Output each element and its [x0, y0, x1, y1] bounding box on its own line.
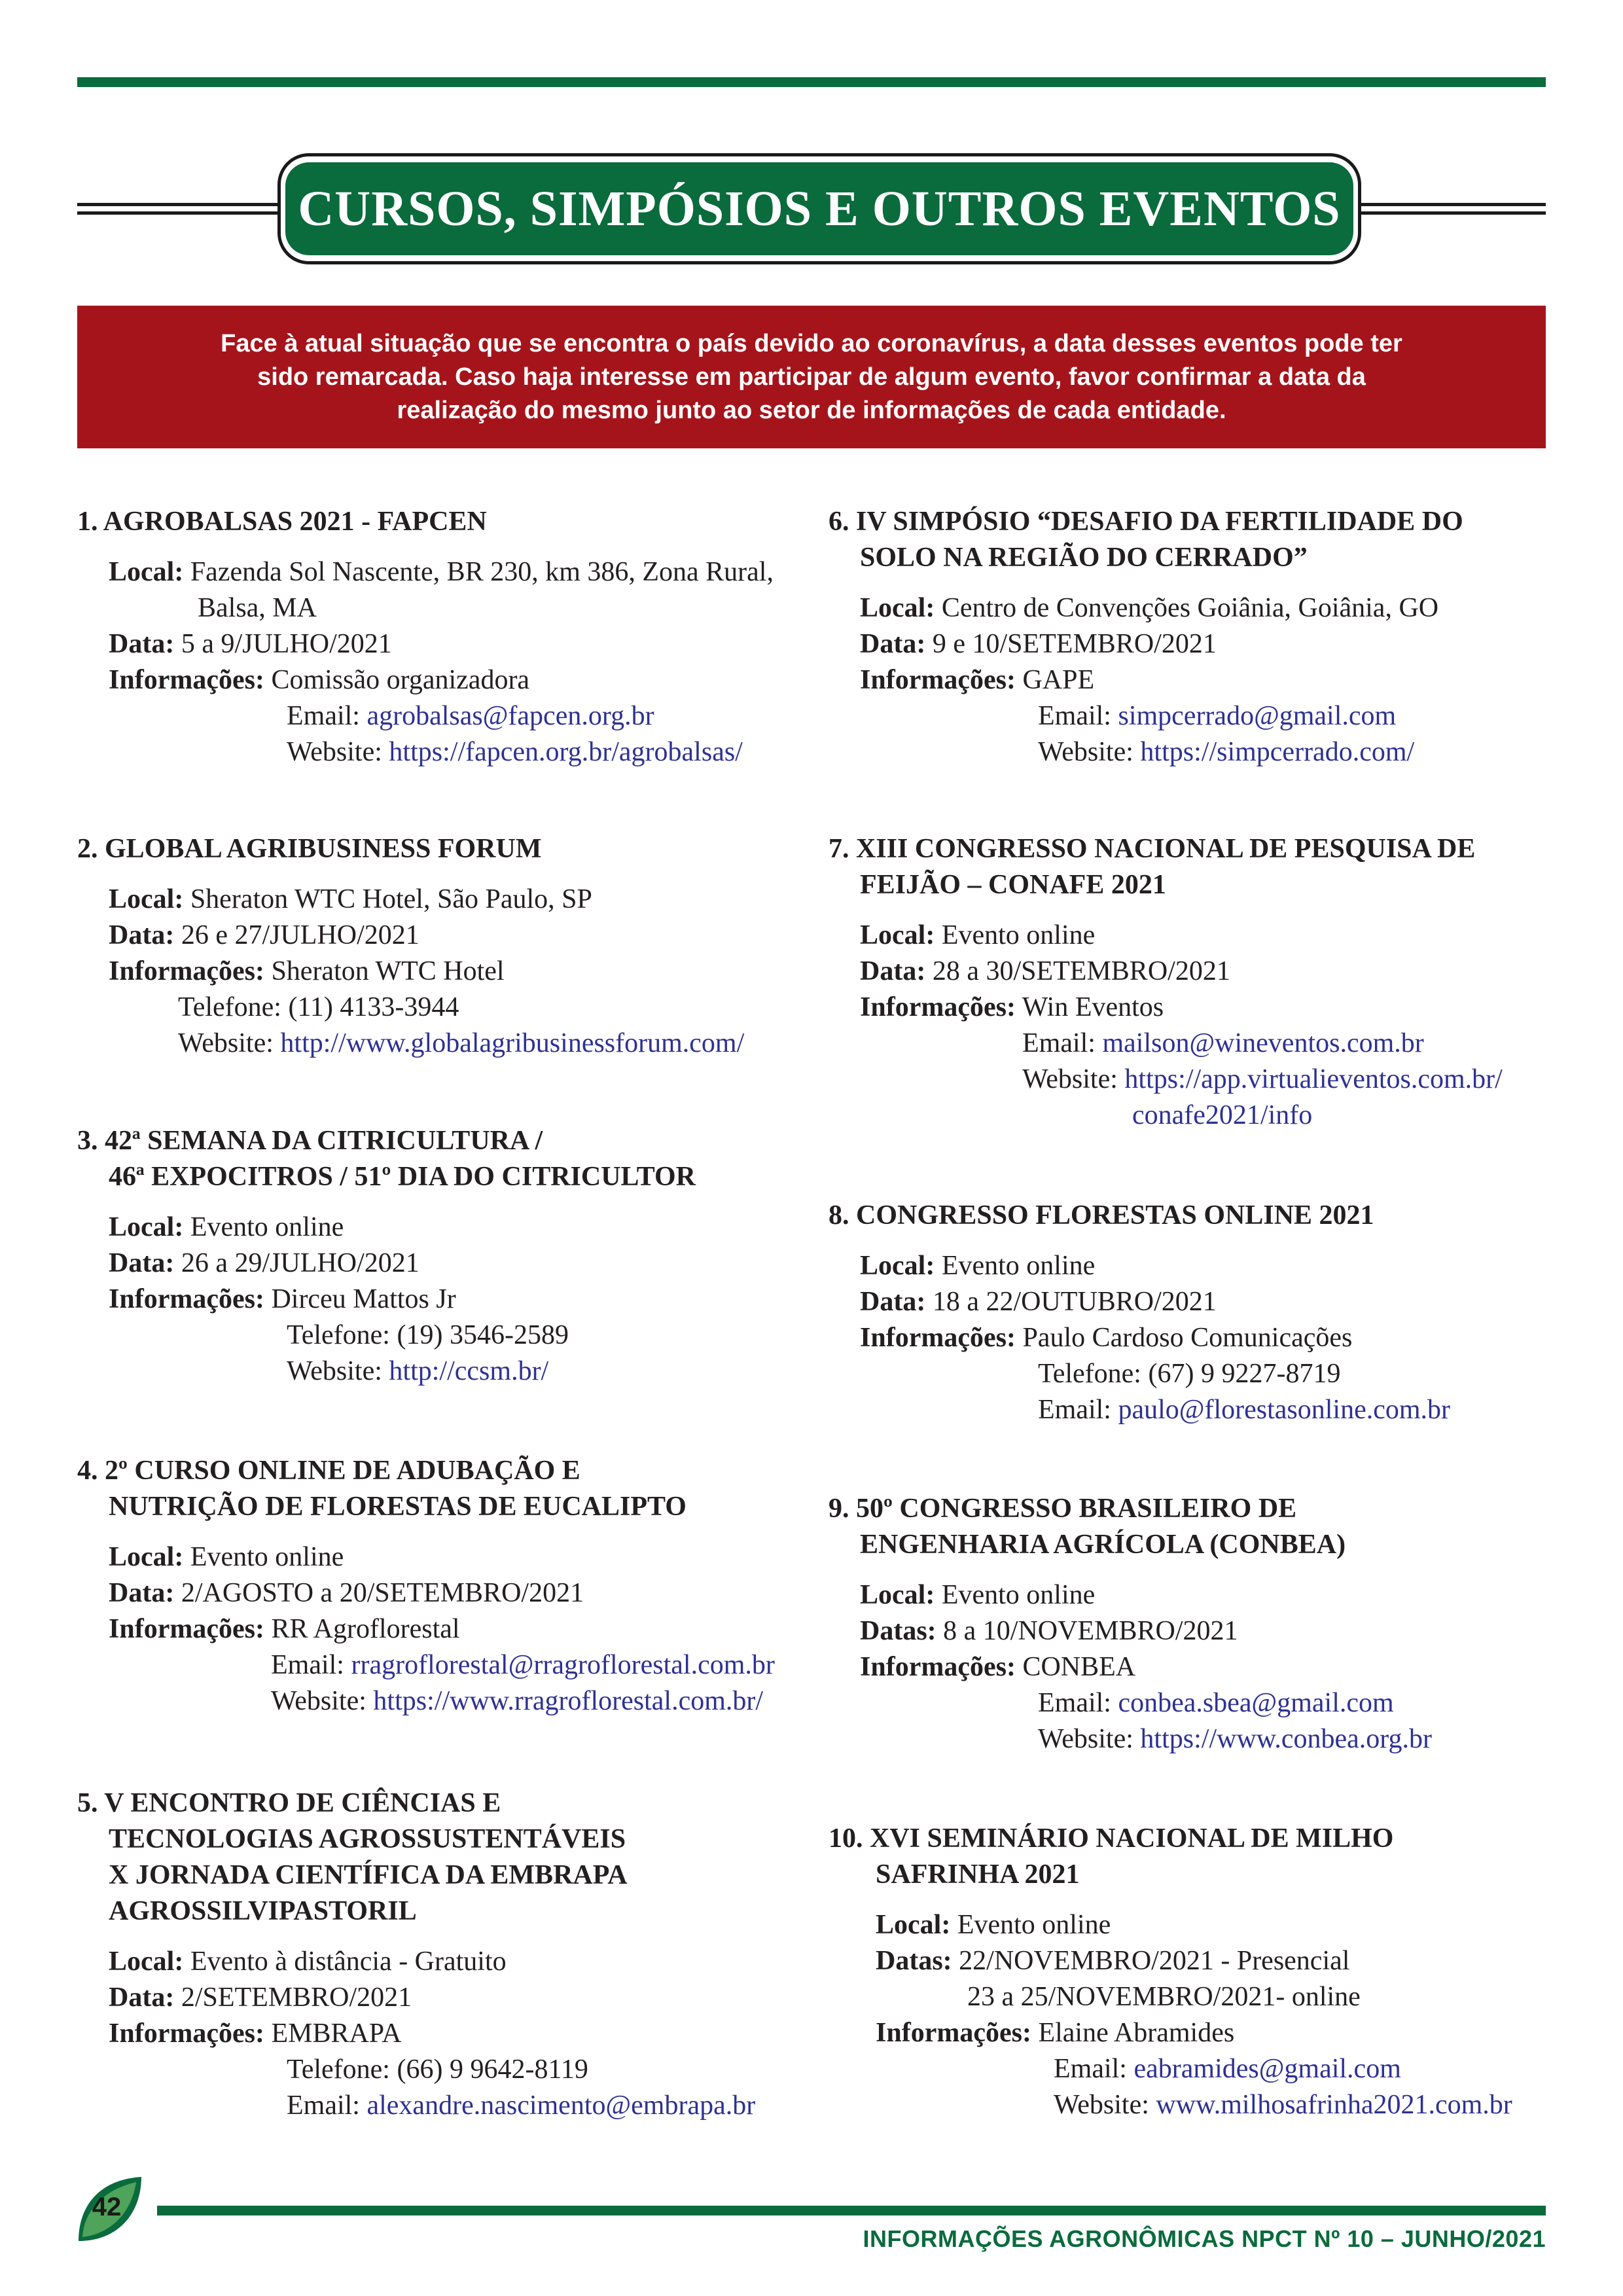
email-link[interactable]: simpcerrado@gmail.com	[1118, 701, 1397, 731]
website-label: Website:	[1038, 737, 1133, 767]
website-label: Website:	[271, 1686, 366, 1716]
notice-text	[196, 327, 1427, 427]
phone-label: Telefone:	[1038, 1359, 1141, 1389]
date-label: Datas:	[876, 1946, 952, 1976]
event-details	[77, 882, 810, 1062]
phone-value: (67) 9 9227-8719	[1148, 1359, 1341, 1389]
event-details	[77, 1539, 810, 1719]
email-link[interactable]: mailson@wineventos.com.br	[1102, 1028, 1424, 1058]
date-value: 26 e 27/JULHO/2021	[181, 920, 419, 950]
date-value: 2/SETEMBRO/2021	[181, 1982, 412, 2013]
local-value: Evento online	[941, 920, 1096, 950]
website-link[interactable]: https://www.conbea.org.br	[1140, 1724, 1433, 1754]
email-label: Email:	[1038, 1395, 1111, 1425]
local-value: Evento online	[957, 1910, 1111, 1940]
website-label: Website:	[287, 1356, 382, 1386]
notice-line: realização do mesmo junto ao setor de informações de cada entidade.	[397, 396, 1226, 424]
email-label: Email:	[1054, 2054, 1127, 2084]
date-value: 9 e 10/SETEMBRO/2021	[932, 629, 1217, 659]
local-label: Local:	[109, 1542, 184, 1572]
event-4	[77, 1453, 810, 1719]
footer-rule	[157, 2206, 1546, 2215]
local-value-cont: Balsa, MA	[198, 593, 317, 623]
event-title: 8. CONGRESSO FLORESTAS ONLINE 2021	[829, 1200, 1374, 1230]
website-link[interactable]: http://ccsm.br/	[389, 1356, 549, 1386]
event-title-line: SOLO NA REGIÃO DO CERRADO”	[860, 543, 1308, 573]
event-title-line: TECNOLOGIAS AGROSSUSTENTÁVEIS	[109, 1824, 626, 1854]
event-title-line: 6. IV SIMPÓSIO “DESAFIO DA FERTILIDADE DO	[829, 507, 1463, 537]
local-value: Evento online	[190, 1542, 344, 1572]
date-label: Data:	[109, 1982, 175, 2013]
notice-line: sido remarcada. Caso haja interesse em participar de algum evento, favor confirmar a data da	[257, 363, 1366, 391]
info-value: Comissão organizadora	[271, 665, 530, 695]
local-value: Evento à distância - Gratuito	[190, 1946, 507, 1977]
event-title	[829, 1491, 1548, 1563]
event-title-line: 3. 42ª SEMANA DA CITRICULTURA /	[77, 1126, 543, 1156]
event-details	[77, 1944, 810, 2124]
event-title-line: ENGENHARIA AGRÍCOLA (CONBEA)	[860, 1530, 1346, 1560]
event-title	[77, 1123, 810, 1195]
date-value: 5 a 9/JULHO/2021	[181, 629, 392, 659]
email-link[interactable]: rragroflorestal@rragroflorestal.com.br	[351, 1650, 775, 1680]
event-title-line: 46ª EXPOCITROS / 51º DIA DO CITRICULTOR	[109, 1162, 696, 1192]
info-label: Informações:	[109, 1284, 264, 1314]
website-label: Website:	[1022, 1064, 1118, 1094]
date-label: Data:	[109, 629, 175, 659]
event-title-line: AGROSSILVIPASTORIL	[109, 1896, 417, 1926]
event-5	[77, 1785, 810, 2124]
website-link[interactable]: www.milhosafrinha2021.com.br	[1156, 2090, 1512, 2120]
event-title: 2. GLOBAL AGRIBUSINESS FORUM	[77, 834, 542, 864]
event-details	[829, 1907, 1548, 2123]
event-title-line: X JORNADA CIENTÍFICA DA EMBRAPA	[109, 1860, 628, 1890]
event-title	[829, 1821, 1548, 1893]
info-value: EMBRAPA	[271, 2018, 402, 2049]
email-link[interactable]: conbea.sbea@gmail.com	[1118, 1688, 1394, 1718]
local-value: Sheraton WTC Hotel, São Paulo, SP	[190, 884, 592, 914]
email-label: Email:	[271, 1650, 344, 1680]
event-title	[77, 1785, 810, 1929]
phone-value: (19) 3546-2589	[397, 1320, 569, 1350]
top-rule	[77, 77, 1546, 87]
email-link[interactable]: paulo@florestasonline.com.br	[1118, 1395, 1451, 1425]
website-label: Website:	[1054, 2090, 1149, 2120]
info-label: Informações:	[109, 1614, 264, 1644]
local-value: Fazenda Sol Nascente, BR 230, km 386, Zona Rural,	[190, 557, 774, 587]
page-number: 42	[92, 2193, 122, 2221]
event-10	[829, 1821, 1548, 2123]
local-value: Evento online	[941, 1251, 1096, 1281]
local-label: Local:	[109, 1212, 184, 1242]
info-value: Elaine Abramides	[1038, 2018, 1235, 2048]
website-link[interactable]: https://fapcen.org.br/agrobalsas/	[389, 737, 743, 767]
date-value: 18 a 22/OUTUBRO/2021	[932, 1287, 1217, 1317]
info-value: RR Agroflorestal	[271, 1614, 460, 1644]
event-1	[77, 504, 810, 770]
local-label: Local:	[860, 1251, 935, 1281]
date-label: Datas:	[860, 1616, 936, 1646]
event-2	[77, 831, 810, 1062]
email-link[interactable]: eabramides@gmail.com	[1133, 2054, 1401, 2084]
event-title	[77, 1453, 810, 1525]
date-value: 2/AGOSTO a 20/SETEMBRO/2021	[181, 1578, 584, 1608]
title-rule-right	[1356, 203, 1546, 216]
email-label: Email:	[1038, 701, 1111, 731]
date-value: 26 a 29/JULHO/2021	[181, 1248, 419, 1278]
event-title-line: 7. XIII CONGRESSO NACIONAL DE PESQUISA DE	[829, 834, 1476, 864]
local-value: Evento online	[190, 1212, 344, 1242]
website-link[interactable]: http://www.globalagribusinessforum.com/	[280, 1028, 745, 1058]
local-label: Local:	[109, 1946, 184, 1977]
phone-value: (11) 4133-3944	[288, 992, 459, 1022]
date-label: Data:	[109, 920, 175, 950]
event-6	[829, 504, 1548, 770]
local-label: Local:	[860, 1580, 935, 1610]
info-value: CONBEA	[1022, 1652, 1136, 1682]
event-9	[829, 1491, 1548, 1757]
event-3	[77, 1123, 810, 1390]
date-value: 8 a 10/NOVEMBRO/2021	[943, 1616, 1238, 1646]
date-label: Data:	[109, 1578, 175, 1608]
event-title-line: 10. XVI SEMINÁRIO NACIONAL DE MILHO	[829, 1823, 1394, 1854]
event-title-line: 5. V ENCONTRO DE CIÊNCIAS E	[77, 1788, 501, 1818]
event-7	[829, 831, 1548, 1134]
local-label: Local:	[876, 1910, 951, 1940]
event-details	[77, 554, 810, 770]
event-title-line: SAFRINHA 2021	[876, 1859, 1080, 1890]
local-label: Local:	[860, 920, 935, 950]
email-label: Email:	[1022, 1028, 1096, 1058]
event-title-line: FEIJÃO – CONAFE 2021	[860, 870, 1166, 900]
date-label: Data:	[860, 956, 926, 986]
date-value: 22/NOVEMBRO/2021 - Presencial	[959, 1946, 1350, 1976]
event-8	[829, 1198, 1548, 1428]
email-label: Email:	[287, 2090, 360, 2121]
page-title: CURSOS, SIMPÓSIOS E OUTROS EVENTOS	[298, 181, 1341, 236]
email-label: Email:	[1038, 1688, 1111, 1718]
date-value-cont: 23 a 25/NOVEMBRO/2021- online	[967, 1982, 1361, 2012]
info-value: Paulo Cardoso Comunicações	[1022, 1323, 1353, 1353]
info-label: Informações:	[860, 665, 1016, 695]
local-label: Local:	[109, 557, 184, 587]
local-label: Local:	[860, 593, 935, 623]
event-details	[77, 1210, 810, 1390]
publication-footer: INFORMAÇÕES AGRONÔMICAS NPCT Nº 10 – JUNHO/2021	[863, 2225, 1546, 2252]
local-value: Centro de Convenções Goiânia, Goiânia, GO	[941, 593, 1439, 623]
phone-label: Telefone:	[178, 992, 281, 1022]
info-label: Informações:	[109, 2018, 264, 2049]
event-details	[829, 1248, 1548, 1428]
date-label: Data:	[860, 629, 926, 659]
website-label: Website:	[287, 737, 382, 767]
email-link[interactable]: alexandre.nascimento@embrapa.br	[366, 2090, 756, 2121]
date-label: Data:	[109, 1248, 175, 1278]
info-value: Win Eventos	[1022, 992, 1164, 1022]
phone-value: (66) 9 9642-8119	[397, 2054, 588, 2085]
info-label: Informações:	[860, 1652, 1016, 1682]
email-label: Email:	[287, 701, 360, 731]
info-value: Dirceu Mattos Jr	[271, 1284, 456, 1314]
website-label: Website:	[1038, 1724, 1133, 1754]
info-label: Informações:	[860, 992, 1016, 1022]
info-label: Informações:	[109, 665, 264, 695]
event-title-line: NUTRIÇÃO DE FLORESTAS DE EUCALIPTO	[109, 1492, 687, 1522]
website-link[interactable]: https://www.rragroflorestal.com.br/	[373, 1686, 764, 1716]
info-value: Sheraton WTC Hotel	[271, 956, 505, 986]
local-value: Evento online	[941, 1580, 1096, 1610]
phone-label: Telefone:	[287, 2054, 390, 2085]
event-title	[829, 504, 1548, 576]
event-details	[829, 918, 1548, 1134]
website-link-cont[interactable]: conafe2021/info	[1132, 1100, 1313, 1130]
website-link[interactable]: https://simpcerrado.com/	[1140, 737, 1415, 767]
info-label: Informações:	[876, 2018, 1031, 2048]
title-rule-left	[77, 203, 280, 216]
phone-label: Telefone:	[287, 1320, 390, 1350]
event-title-line: 9. 50º CONGRESSO BRASILEIRO DE	[829, 1494, 1297, 1524]
notice-line: Face à atual situação que se encontra o país devido ao coronavírus, a data desses eventos pode ter	[221, 329, 1402, 357]
info-label: Informações:	[109, 956, 264, 986]
title-banner	[285, 162, 1353, 255]
website-link[interactable]: https://app.virtualieventos.com.br/	[1124, 1064, 1503, 1094]
date-value: 28 a 30/SETEMBRO/2021	[932, 956, 1230, 986]
local-label: Local:	[109, 884, 184, 914]
info-label: Informações:	[860, 1323, 1016, 1353]
website-label: Website:	[178, 1028, 274, 1058]
event-details	[829, 590, 1548, 770]
event-details	[829, 1577, 1548, 1757]
notice-banner	[77, 306, 1546, 448]
email-link[interactable]: agrobalsas@fapcen.org.br	[366, 701, 654, 731]
event-title	[829, 831, 1548, 903]
info-value: GAPE	[1022, 665, 1095, 695]
event-title: 1. AGROBALSAS 2021 - FAPCEN	[77, 507, 487, 537]
date-label: Data:	[860, 1287, 926, 1317]
event-title-line: 4. 2º CURSO ONLINE DE ADUBAÇÃO E	[77, 1456, 580, 1486]
